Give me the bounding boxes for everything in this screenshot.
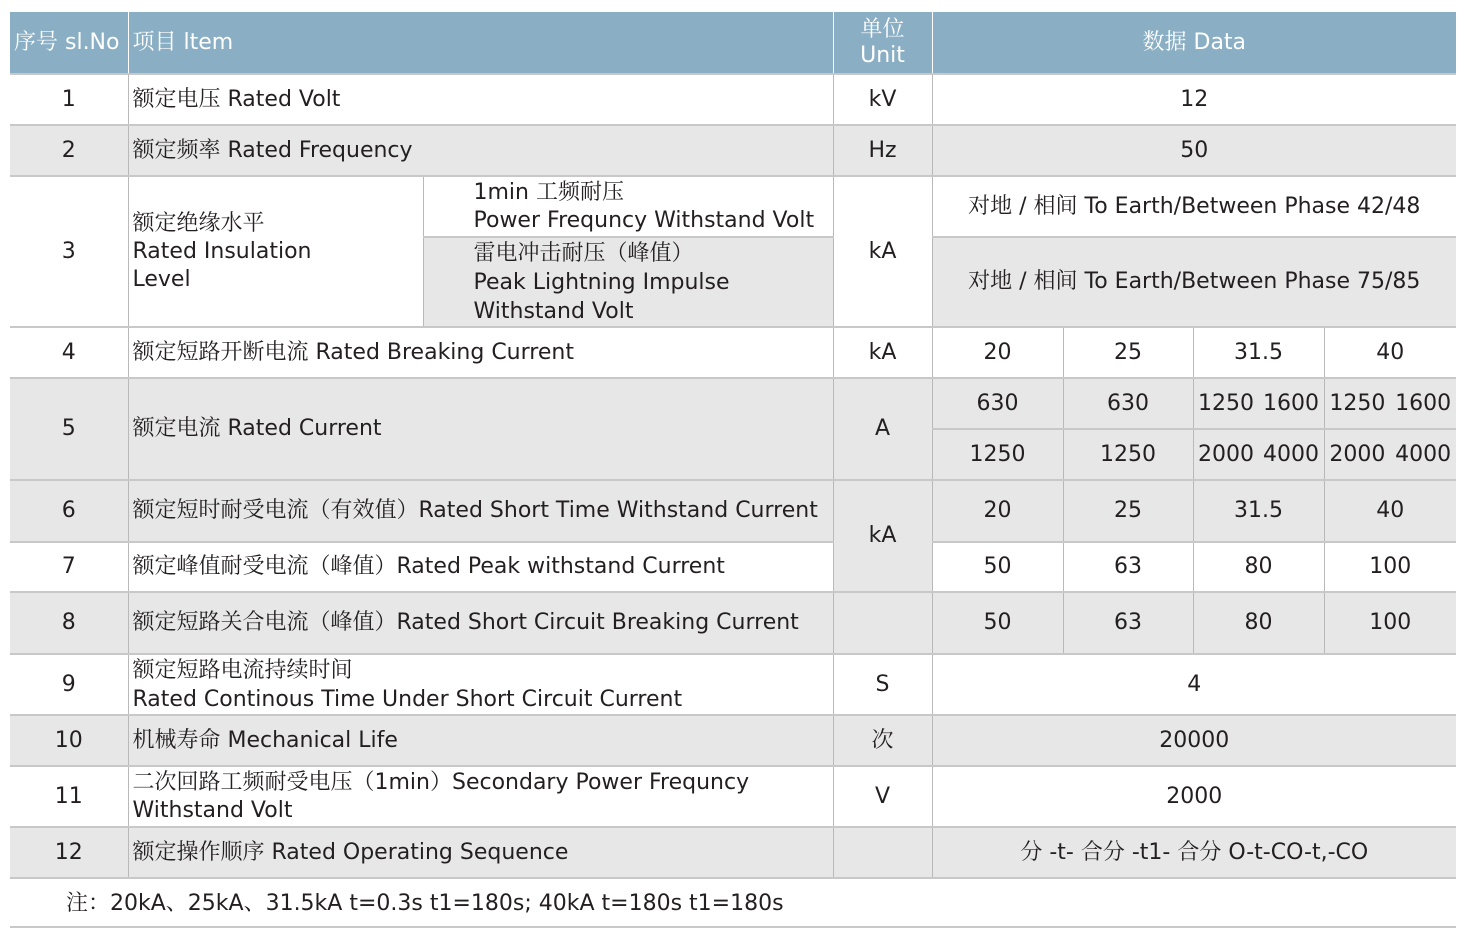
row-no: 11	[10, 766, 128, 827]
row-item: 额定绝缘水平 Rated Insulation Level	[128, 176, 423, 327]
row-no: 3	[10, 176, 128, 327]
row-unit: kA	[833, 176, 932, 327]
row-value: 1250	[932, 429, 1063, 480]
row-value: 2000	[1198, 441, 1255, 467]
table-header-row	[10, 12, 1456, 74]
row-no: 8	[10, 592, 128, 654]
row-value-pair	[1324, 429, 1456, 480]
row-value: 25	[1063, 480, 1193, 542]
table-row	[10, 480, 1456, 542]
row-value-pair	[1193, 378, 1324, 429]
row-value: 31.5	[1193, 327, 1324, 378]
row-value: 630	[932, 378, 1063, 429]
table-row	[10, 592, 1456, 654]
row-data-earth-phase-2: 对地 / 相间 To Earth/Between Phase 75/85	[932, 237, 1456, 327]
row-item: 额定电流 Rated Current	[128, 378, 833, 480]
row-unit: 次	[833, 715, 932, 766]
header-unit: 单位 Unit	[833, 12, 932, 74]
row-no: 10	[10, 715, 128, 766]
row-item: 额定短路电流持续时间 Rated Continous Time Under Short Circuit Current	[128, 654, 833, 715]
row-unit	[833, 827, 932, 878]
row-item: 额定电压 Rated Volt	[128, 74, 833, 125]
row-item: 额定短路关合电流（峰值）Rated Short Circuit Breaking Current	[128, 592, 833, 654]
row-unit: kA	[833, 327, 932, 378]
table-row	[10, 542, 1456, 592]
row-no: 5	[10, 378, 128, 480]
row-value: 31.5	[1193, 480, 1324, 542]
row-value: 25	[1063, 327, 1193, 378]
row-no: 2	[10, 125, 128, 176]
table-row	[10, 654, 1456, 715]
table-row	[10, 176, 1456, 237]
row-no: 6	[10, 480, 128, 542]
row-unit: kV	[833, 74, 932, 125]
row-value: 20	[932, 327, 1063, 378]
row-value: 100	[1324, 542, 1456, 592]
row-data: 20000	[932, 715, 1456, 766]
row-value: 1250	[1063, 429, 1193, 480]
row-no: 12	[10, 827, 128, 878]
row-value: 63	[1063, 592, 1193, 654]
footnote: 注：20kA、25kA、31.5kA t=0.3s t1=180s; 40kA t=180s t1=180s	[10, 880, 1456, 928]
row-unit	[833, 592, 932, 654]
row-item: 额定峰值耐受电流（峰值）Rated Peak withstand Current	[128, 542, 833, 592]
row-subitem-power-frequency: 1min 工频耐压 Power Frequncy Withstand Volt	[423, 176, 833, 237]
table-row	[10, 378, 1456, 429]
header-data: 数据 Data	[932, 12, 1456, 74]
row-no: 4	[10, 327, 128, 378]
row-value: 40	[1324, 327, 1456, 378]
row-value: 80	[1193, 592, 1324, 654]
row-no: 7	[10, 542, 128, 592]
table-row	[10, 74, 1456, 125]
row-value-pair	[1324, 378, 1456, 429]
row-value: 50	[932, 592, 1063, 654]
header-item: 项目 ltem	[128, 12, 833, 74]
row-value: 100	[1324, 592, 1456, 654]
row-item: 额定短时耐受电流（有效值）Rated Short Time Withstand Current	[128, 480, 833, 542]
row-value: 4000	[1263, 441, 1320, 467]
row-item: 额定频率 Rated Frequency	[128, 125, 833, 176]
row-item: 额定操作顺序 Rated Operating Sequence	[128, 827, 833, 878]
row-value: 80	[1193, 542, 1324, 592]
row-value: 1250	[1329, 390, 1386, 416]
row-value: 50	[932, 542, 1063, 592]
row-item: 二次回路工频耐受电压（1min）Secondary Power Frequncy Withstand Volt	[128, 766, 833, 827]
row-unit: V	[833, 766, 932, 827]
row-data: 4	[932, 654, 1456, 715]
table-row	[10, 766, 1456, 827]
row-value: 4000	[1395, 441, 1452, 467]
spec-table	[10, 12, 1456, 879]
row-item: 机械寿命 Mechanical Life	[128, 715, 833, 766]
row-unit: S	[833, 654, 932, 715]
row-value: 2000	[1329, 441, 1386, 467]
row-no: 1	[10, 74, 128, 125]
row-value: 1600	[1263, 390, 1320, 416]
row-value: 20	[932, 480, 1063, 542]
row-unit: Hz	[833, 125, 932, 176]
row-data: 12	[932, 74, 1456, 125]
row-value: 630	[1063, 378, 1193, 429]
table-row	[10, 125, 1456, 176]
row-no: 9	[10, 654, 128, 715]
row-data-earth-phase-1: 对地 / 相间 To Earth/Between Phase 42/48	[932, 176, 1456, 237]
header-no: 序号 sl.No	[10, 12, 128, 74]
row-value: 1250	[1198, 390, 1255, 416]
row-value: 40	[1324, 480, 1456, 542]
table-row	[10, 327, 1456, 378]
row-value: 63	[1063, 542, 1193, 592]
row-unit: A	[833, 378, 932, 480]
row-unit: kA	[833, 480, 932, 592]
table-row	[10, 827, 1456, 878]
row-data: 分 -t- 合分 -t1- 合分 O-t-CO-t,-CO	[932, 827, 1456, 878]
row-data: 2000	[932, 766, 1456, 827]
row-subitem-lightning-impulse: 雷电冲击耐压（峰值） Peak Lightning Impulse Withstand Volt	[423, 237, 833, 327]
row-value: 1600	[1395, 390, 1452, 416]
table-row	[10, 715, 1456, 766]
row-value-pair	[1193, 429, 1324, 480]
row-item: 额定短路开断电流 Rated Breaking Current	[128, 327, 833, 378]
row-data: 50	[932, 125, 1456, 176]
